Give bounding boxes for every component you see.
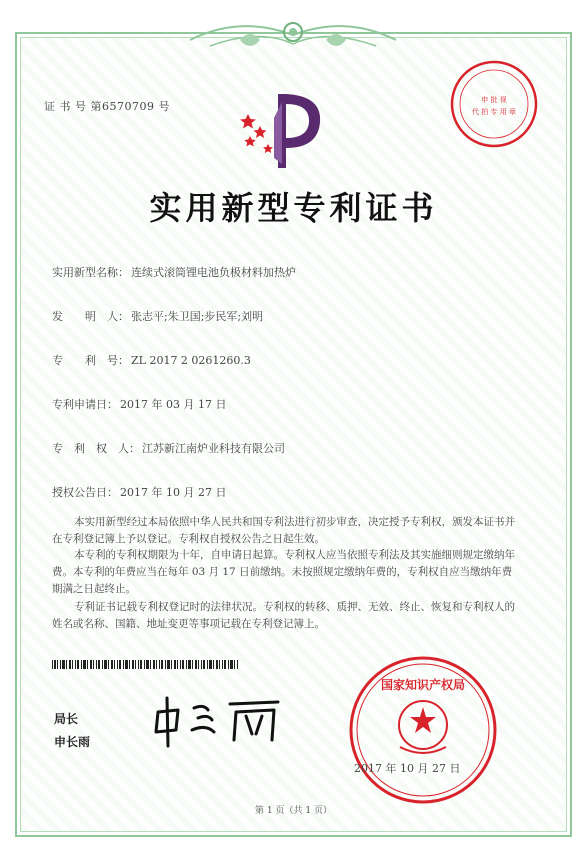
field-label: 授权公告日：: [52, 486, 118, 499]
seal-date: 2017 年 10 月 27 日: [354, 762, 461, 775]
signature-icon: [148, 690, 288, 750]
field-patentee: [52, 440, 285, 456]
page-title: 实用新型专利证书: [149, 189, 438, 227]
field-label: 实用新型名称：: [52, 266, 129, 279]
field-label: 专 利 权 人：: [52, 442, 140, 455]
svg-text:代 拍 专 用 章: 代 拍 专 用 章: [472, 108, 516, 116]
field-value: 2017 年 10 月 27 日: [120, 486, 227, 499]
field-value: 张志平;朱卫国;步民军;刘明: [131, 310, 264, 323]
certificate-number: 证 书 号 第6570709 号: [44, 100, 170, 113]
top-ornament-icon: [180, 10, 406, 58]
barcode-icon: [52, 660, 238, 669]
body-paragraph-3: 专利证书记载专利权登记时的法律状况。专利权的转移、质押、无效、终止、恢复和专利权人的姓名或名称、国籍、地址变更等事项记载在专利登记簿上。: [52, 601, 515, 630]
field-grant-date: [52, 484, 226, 500]
patent-office-logo-icon: [230, 88, 330, 172]
field-inventors: [52, 308, 263, 324]
field-value: ZL 2017 2 0261260.3: [131, 354, 251, 367]
field-value: 连续式滚筒锂电池负极材料加热炉: [131, 266, 296, 279]
field-label: 发 明 人：: [52, 310, 129, 323]
field-value: 江苏新江南炉业科技有限公司: [142, 442, 285, 455]
director-name: 申长雨: [54, 735, 91, 749]
field-label: 专利申请日：: [52, 398, 118, 411]
field-label: 专 利 号：: [52, 354, 129, 367]
page-footer: 第 1 页（共 1 页）: [255, 806, 332, 816]
svg-text:申 批 视: 申 批 视: [481, 96, 507, 104]
svg-text:国家知识产权局: 国家知识产权局: [380, 678, 466, 692]
body-paragraph-2: 本专利的专利权期限为十年，自申请日起算。专利权人应当依照专利法及其实施细则规定缴纳年费。本专利的年费应当在每年 03 月 17 日前缴纳。未按照规定缴纳年费的，专利权自应当缴纳年费期满之日起终止。: [52, 549, 515, 595]
field-utility-model-name: [52, 264, 296, 280]
agency-stamp-icon: [448, 58, 540, 150]
field-patent-number: [52, 352, 251, 368]
field-value: 2017 年 03 月 17 日: [120, 398, 227, 411]
director-title: 局长: [54, 712, 79, 726]
body-paragraph-1: 本实用新型经过本局依照中华人民共和国专利法进行初步审查，决定授予专利权，颁发本证书并在专利登记簿上予以登记。专利权自授权公告之日起生效。: [52, 516, 515, 545]
national-ip-office-seal-icon: [348, 655, 498, 805]
field-application-date: [52, 396, 226, 412]
